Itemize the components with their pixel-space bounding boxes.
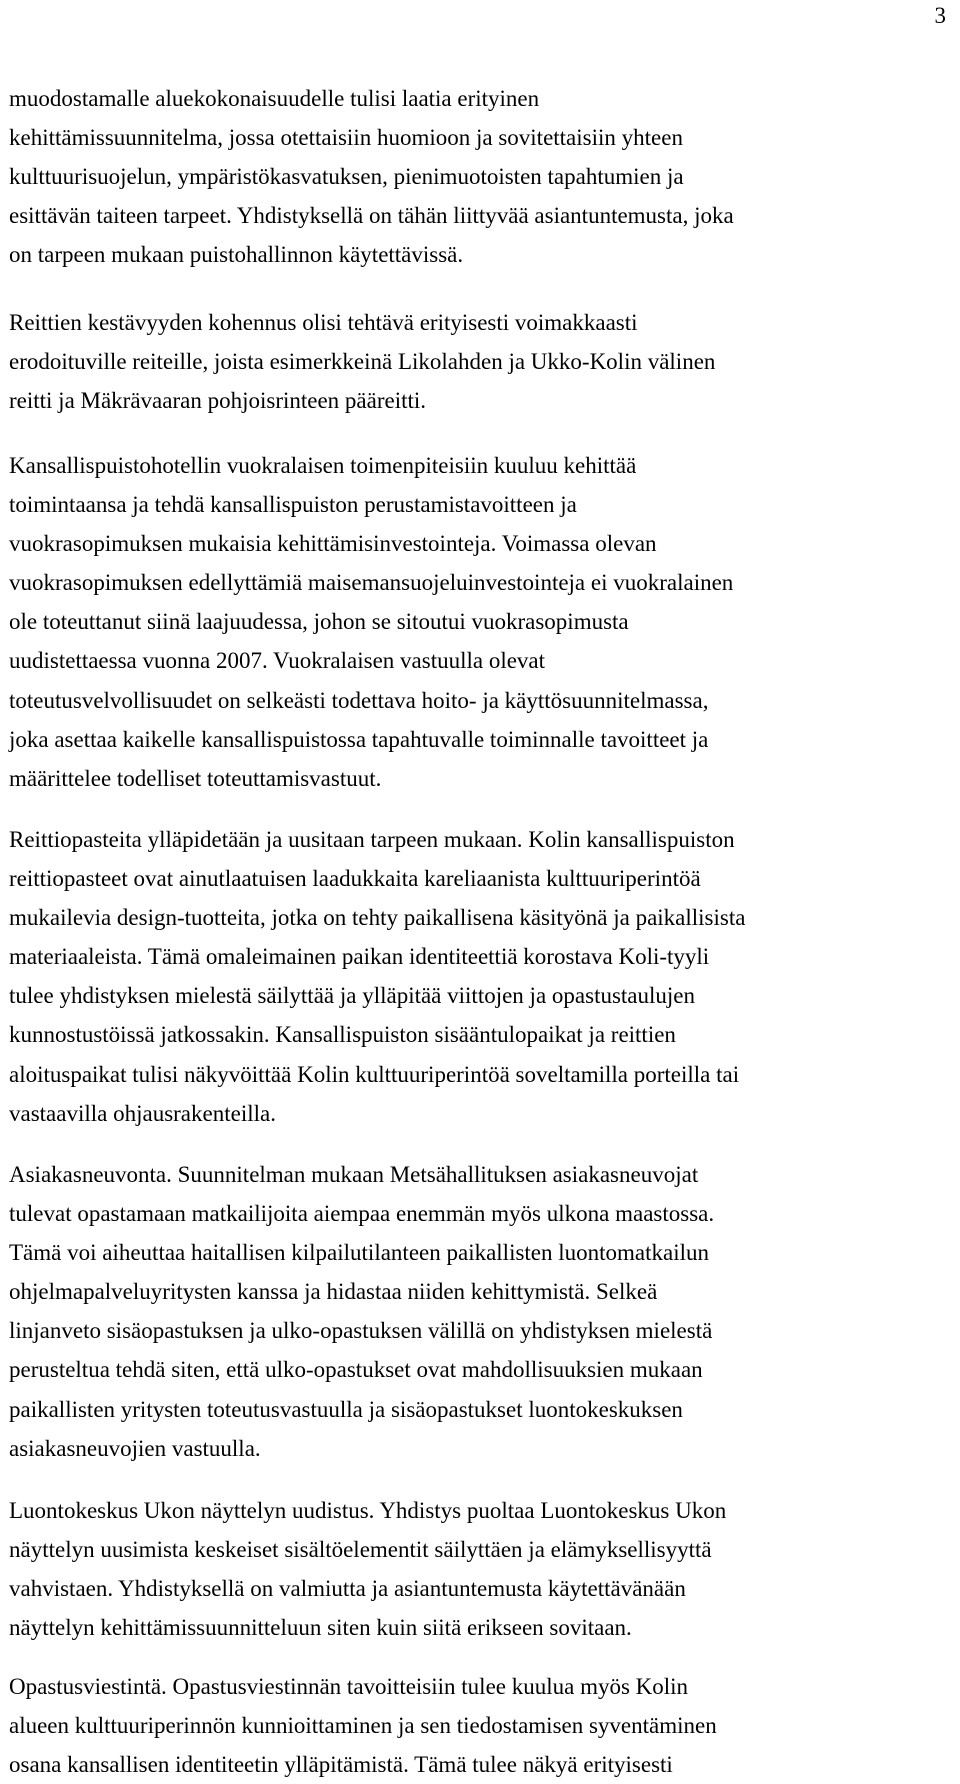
text-line: paikallisten yritysten toteutusvastuulla ja sisäopastukset luontokeskuksen: [9, 1396, 683, 1422]
text-line: määrittelee todelliset toteuttamisvastuut.: [9, 765, 382, 791]
text-line: Reittien kestävyyden kohennus olisi tehtävä erityisesti voimakkaasti: [9, 310, 638, 335]
paragraph-trail-durability: [9, 303, 715, 420]
text-line: ohjelmapalveluyritysten kanssa ja hidastaa niiden kehittymistä. Selkeä: [9, 1279, 658, 1305]
paragraph-trail-signs: [9, 820, 745, 1133]
text-line: aloituspaikat tulisi näkyvöittää Kolin kulttuuriperintöä soveltamilla porteilla tai: [9, 1061, 740, 1087]
text-line: perusteltua tehdä siten, että ulko-opastukset ovat mahdollisuuksien mukaan: [9, 1357, 703, 1383]
text-line: joka asettaa kaikelle kansallispuistossa tapahtuvalle toiminnalle tavoitteet ja: [9, 726, 709, 752]
paragraph-guidance-communication: [9, 1667, 717, 1784]
text-line: erodoituville reiteille, joista esimerkkeinä Likolahden ja Ukko-Kolin välinen: [9, 349, 716, 375]
text-line: materiaaleista. Tämä omaleimainen paikan identiteettiä korostava Koli-tyyli: [9, 944, 710, 970]
text-line: vastaavilla ohjausrakenteilla.: [9, 1100, 276, 1126]
text-line: Asiakasneuvonta. Suunnitelman mukaan Metsähallituksen asiakasneuvojat: [9, 1162, 699, 1187]
text-line: reitti ja Mäkrävaaran pohjoisrinteen pääreitti.: [9, 388, 427, 414]
text-line: kehittämissuunnitelma, jossa otettaisiin huomioon ja sovitettaisiin yhteen: [9, 125, 683, 151]
text-line: vuokrasopimuksen edellyttämiä maisemansuojeluinvestointeja ei vuokralainen: [9, 570, 734, 596]
paragraph-hotel-tenant: [9, 446, 733, 798]
text-line: näyttelyn kehittämissuunnitteluun siten kuin siitä erikseen sovitaan.: [9, 1615, 632, 1641]
text-line: tulevat opastamaan matkailijoita aiempaa enemmän myös ulkona maastossa.: [9, 1201, 715, 1227]
text-line: Opastusviestintä. Opastusviestinnän tavoitteisiin tulee kuulua myös Kolin: [9, 1674, 689, 1699]
text-line: alueen kulttuuriperinnön kunnioittaminen ja sen tiedostamisen syventäminen: [9, 1713, 717, 1739]
paragraph-exhibition-renewal: [9, 1491, 726, 1647]
text-line: näyttelyn uusimista keskeiset sisältöelementit säilyttäen ja elämyksellisyyttä: [9, 1537, 712, 1563]
paragraph-customer-service: [9, 1155, 714, 1468]
text-line: muodostamalle aluekokonaisuudelle tulisi laatia erityinen: [9, 86, 540, 111]
text-line: Tämä voi aiheuttaa haitallisen kilpailutilanteen paikallisten luontomatkailun: [9, 1240, 710, 1266]
text-line: ole toteuttanut siinä laajuudessa, johon se sitoutui vuokrasopimusta: [9, 609, 629, 635]
text-line: Luontokeskus Ukon näyttelyn uudistus. Yhdistys puoltaa Luontokeskus Ukon: [9, 1498, 727, 1523]
text-line: Reittiopasteita ylläpidetään ja uusitaan tarpeen mukaan. Kolin kansallispuiston: [9, 827, 735, 852]
text-line: kunnostustöissä jatkossakin. Kansallispuiston sisääntulopaikat ja reittien: [9, 1022, 676, 1048]
text-line: esittävän taiteen tarpeet. Yhdistyksellä on tähän liittyvää asiantuntemusta, joka: [9, 203, 734, 229]
text-line: asiakasneuvojien vastuulla.: [9, 1435, 261, 1461]
text-line: on tarpeen mukaan puistohallinnon käytettävissä.: [9, 242, 464, 268]
text-line: vuokrasopimuksen mukaisia kehittämisinvestointeja. Voimassa olevan: [9, 531, 657, 557]
paragraph-development-plan: [9, 79, 734, 274]
text-line: uudistettaessa vuonna 2007. Vuokralaisen vastuulla olevat: [9, 648, 546, 674]
text-line: toimintaansa ja tehdä kansallispuiston perustamistavoitteen ja: [9, 492, 577, 518]
text-line: kulttuurisuojelun, ympäristökasvatuksen, pienimuotoisten tapahtumien ja: [9, 164, 684, 190]
text-line: toteutusvelvollisuudet on selkeästi todettava hoito- ja käyttösuunnitelmassa,: [9, 687, 709, 713]
text-line: Kansallispuistohotellin vuokralaisen toimenpiteisiin kuuluu kehittää: [9, 453, 637, 478]
text-line: linjanveto sisäopastuksen ja ulko-opastuksen välillä on yhdistyksen mielestä: [9, 1318, 713, 1344]
text-line: osana kansallisen identiteetin ylläpitämistä. Tämä tulee näkyä erityisesti: [9, 1752, 673, 1778]
text-line: tulee yhdistyksen mielestä säilyttää ja ylläpitää viittojen ja opastustaulujen: [9, 983, 695, 1009]
text-line: vahvistaen. Yhdistyksellä on valmiutta ja asiantuntemusta käytettävänään: [9, 1576, 686, 1602]
text-line: mukailevia design-tuotteita, jotka on tehty paikallisena käsityönä ja paikallisista: [9, 905, 746, 931]
page-number: 3: [934, 3, 946, 28]
text-line: reittiopasteet ovat ainutlaatuisen laadukkaita kareliaanista kulttuuriperintöä: [9, 866, 701, 892]
